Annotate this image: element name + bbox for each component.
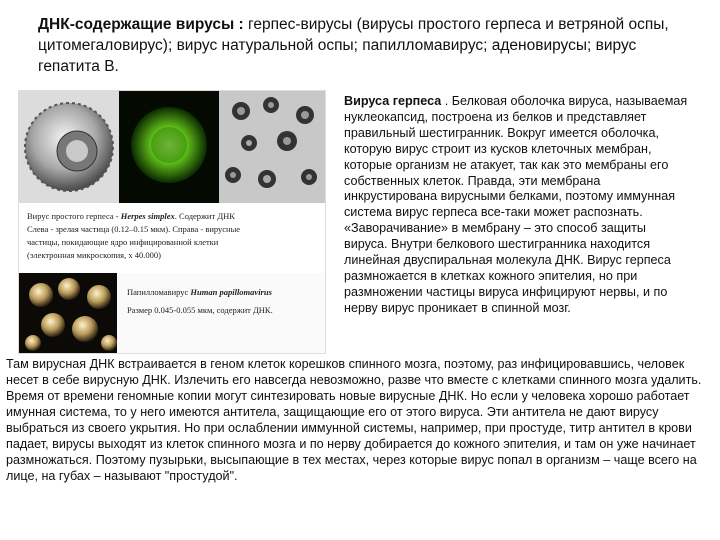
herpes-description-title: Вируса герпеса [344,94,442,108]
heading-separator: : [238,16,244,33]
herpes-description [344,94,690,317]
heading-text: герпес-вирусы (вирусы простого герпеса и ветряной оспы, цитомегаловирус); вирус натуральной оспы; папилломавирус; аденовирусы; вирус гепатита В. [38,16,669,75]
herpes-green-particle-image [119,91,219,203]
caption-herpes-line4: (электронная микроскопия, х 40.000) [27,250,161,260]
herpes-model-image [19,91,119,203]
caption-herpes-line1: Вирус простого герпеса - Herpes simplex. Содержит ДНК [27,211,235,221]
caption-papilloma-line2: Размер 0.045-0.055 мкм, содержит ДНК. [127,305,273,315]
caption-herpes-line3: частицы, покидающие ядро инфицированной клетки [27,237,219,247]
virus-figure [18,90,326,354]
bottom-paragraph: Там вирусная ДНК встраивается в геном клеток корешков спинного мозга, поэтому, раз инфицировавшись, человек несет в себе вирусную ДНК. Излечить его навсегда невозможно, разве что вместе с клетками спинного мозга удалить. Время от времени геномные копии могут синтезировать новые вирусные ДНК. Но если у человека хорошо работает имунная система, то у него имеются антитела, защищающие его от этого вируса. Эти антитела не дают вирусу выбраться из своего укрытия. Но при ослаблении иммунной системы, например, при простуде, титр антител в крови падает, вирусы выходят из клеток спинного мозга и по нерву добирается до кожного эпителия, и там он уже начинает размножаться. Поэтому пузырьки, высыпающие в тех местах, через которые вирус попал в организм – чаще всего на лице, на губах – называют "простудой". [6,357,702,483]
heading-title: ДНК-содержащие вирусы [38,16,235,33]
virus-figure-graphic [19,91,325,353]
herpes-micrograph-image [219,91,325,203]
caption-papilloma-line1: Папилломавирус Human papillomavirus [127,287,272,297]
heading-paragraph [38,14,678,77]
herpes-description-text: . Белковая оболочка вируса, называемая нуклеокапсид, построена из белков и представляет правильный шестигранник. Вокруг имеется оболочка, которую вирус строит из кусков клеточных мембран, которые организм не атакует, так как это мембраны его собственных клеток. Правда, эти мембрана инкрустирована вирусными белками, поэтому иммунная система вирус герпеса все-таки может распознать. «Заворачивание» в мембрану – это способ защиты вируса. Внутри белкового шестигранника находится линейная двуспиральная молекула ДНК. Вирус герпеса размножается в клетках кожного эпителия, но при размножении частицы вируса инфицируют нервы, и по нерву вирус проникает в спинной мозг. [344,94,688,315]
papillomavirus-image [19,273,117,353]
caption-herpes-line2: Слева - зрелая частица (0.12–0.15 мкм). Справа - вирусные [27,224,241,234]
